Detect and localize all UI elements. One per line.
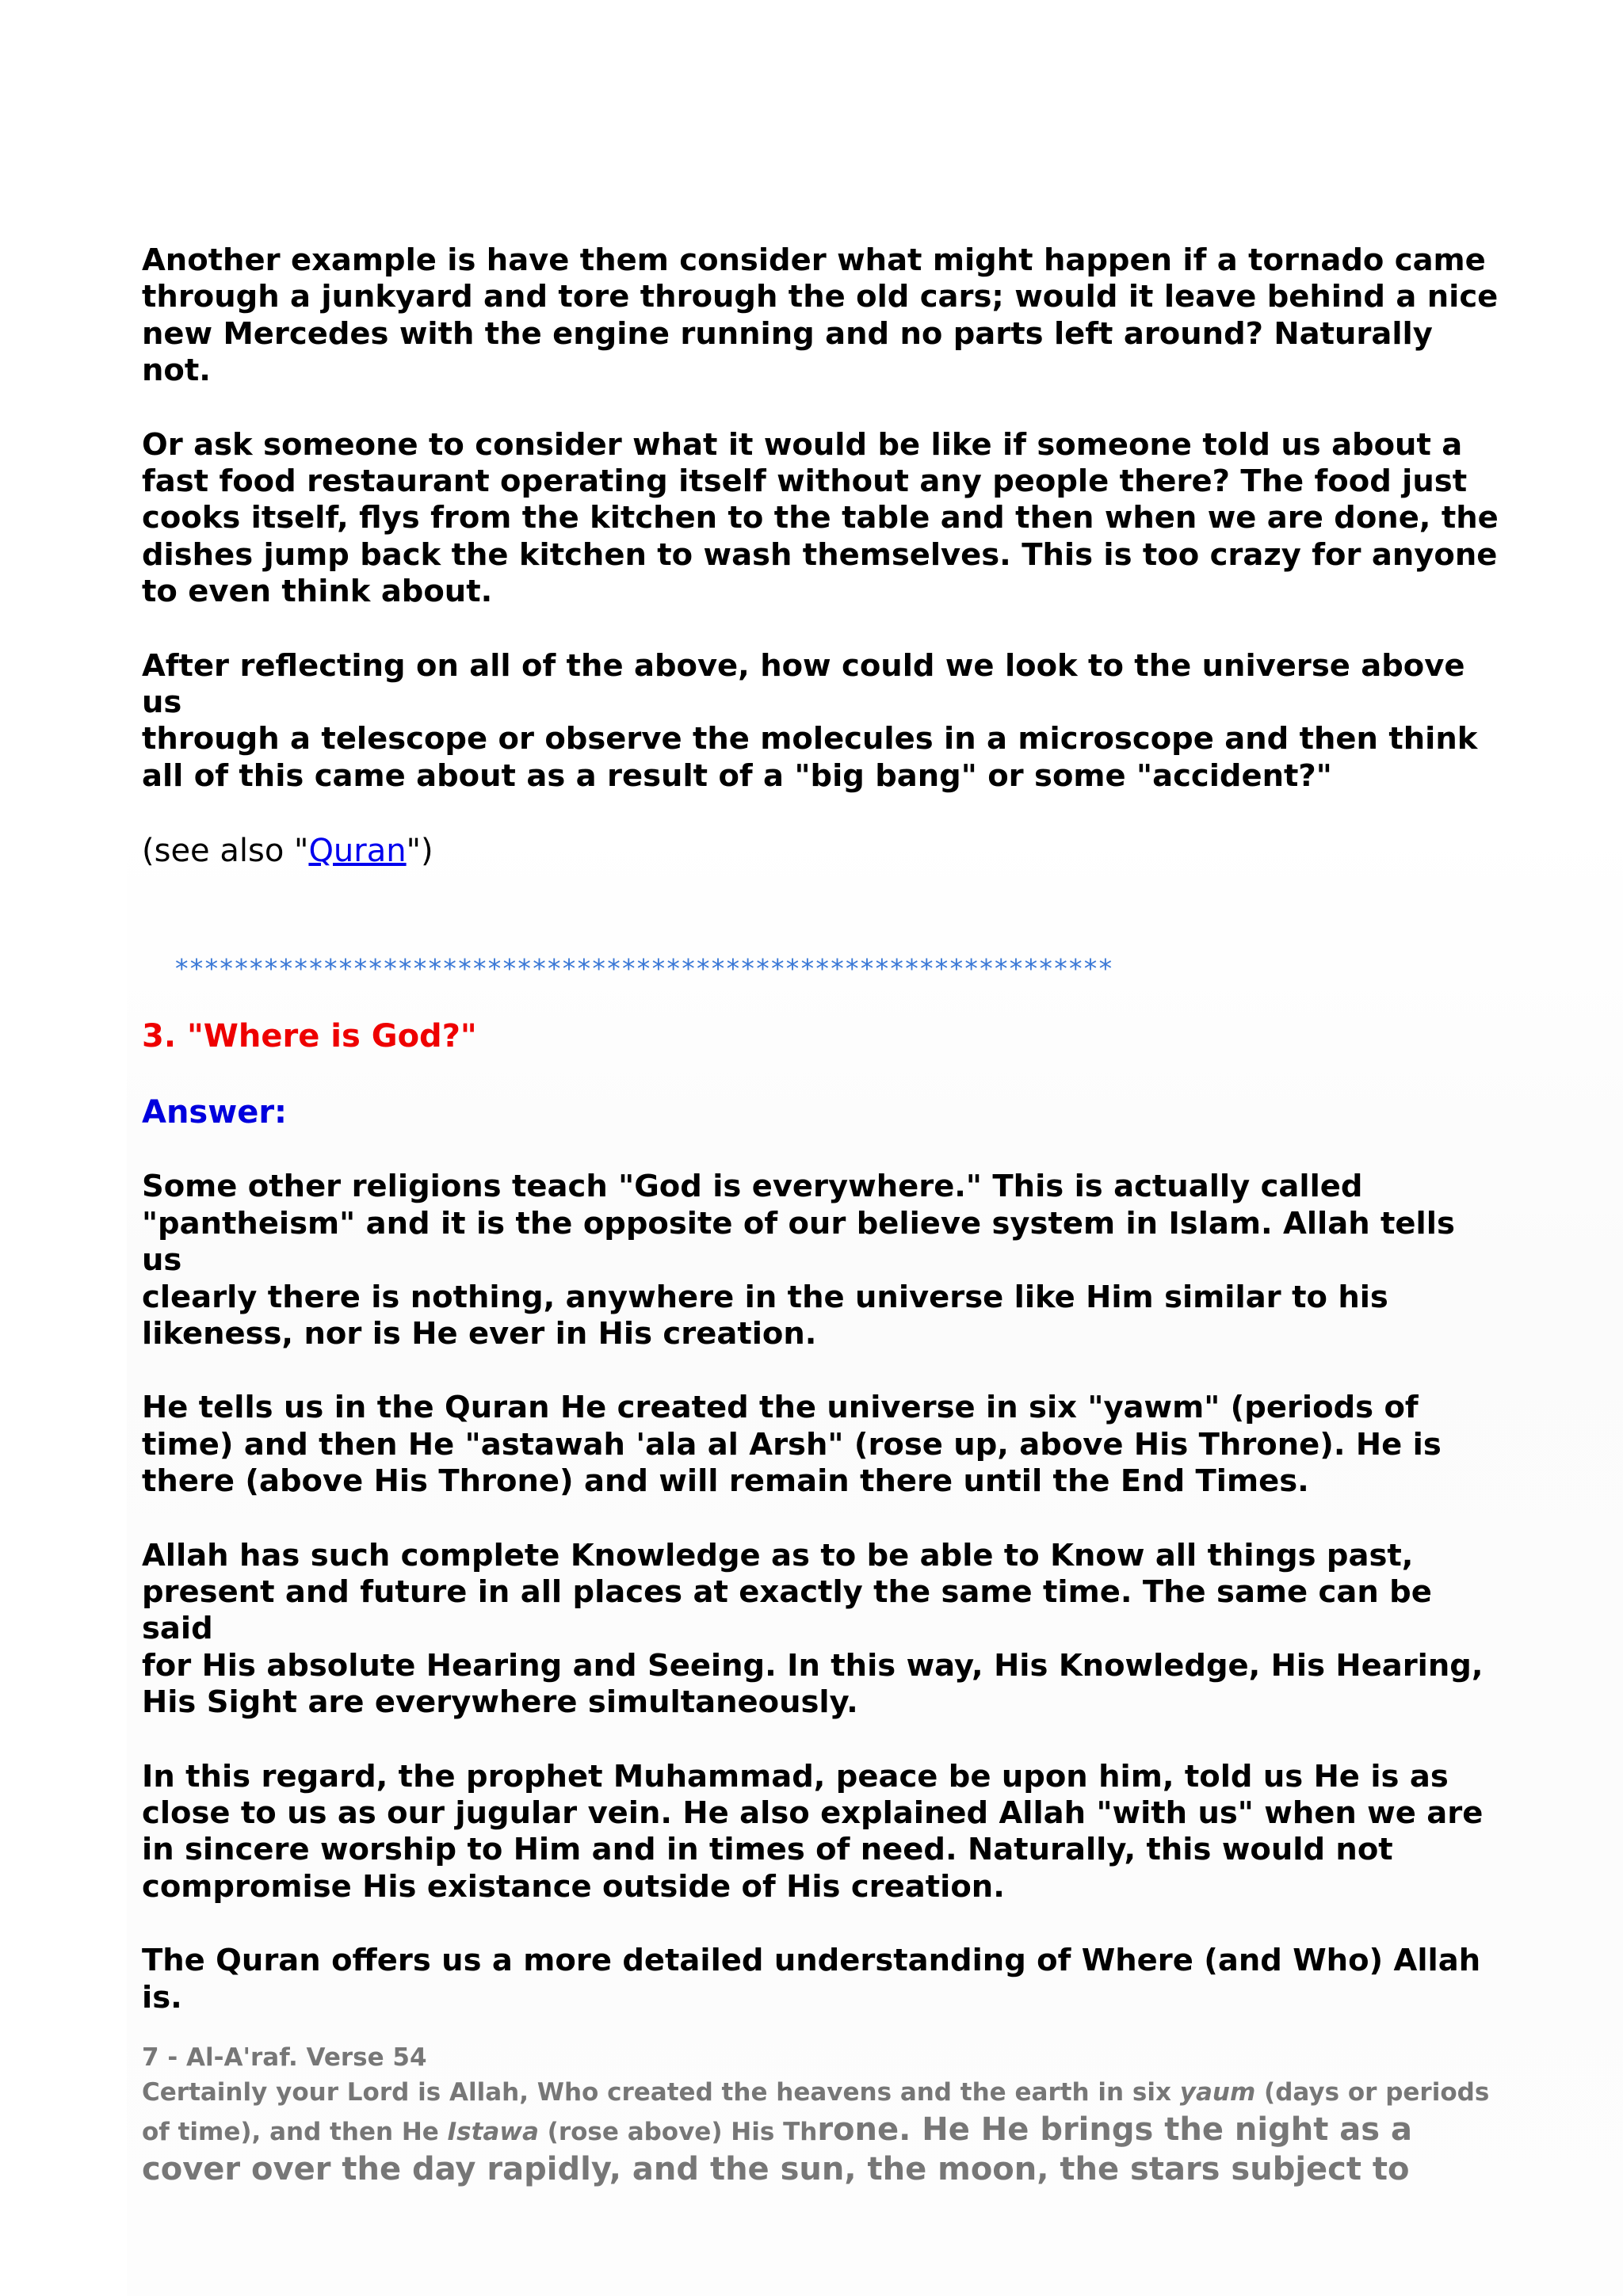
paragraph-knowledge: Allah has such complete Knowledge as to be able to Know all things past, present and future in all places at exactly the same time. The same can be said for His absolute Hearing and Seeing. In this way, His Knowledge, His Hearing, His Sight are everywhere simultaneously. xyxy=(142,1537,1484,1721)
document-content xyxy=(142,242,1505,2191)
verse-line3-big: cover over the day rapidly, and the sun, the moon, the stars subject to xyxy=(142,2151,1410,2187)
verse-text xyxy=(142,2074,1505,2191)
verse-yaum: yaum xyxy=(1179,2078,1256,2107)
see-also-suffix: ") xyxy=(406,833,433,870)
section-title: 3. "Where is God?" xyxy=(142,1018,477,1055)
verse-line2-a: of time), and then He xyxy=(142,2118,448,2146)
asterisk-divider: *************************************************************** xyxy=(175,953,1114,985)
quran-link[interactable]: Quran xyxy=(308,833,407,870)
verse-reference: 7 - Al-A'raf. Verse 54 xyxy=(142,2043,427,2072)
verse-block xyxy=(142,2041,1505,2191)
paragraph-big-bang: After reflecting on all of the above, how could we look to the universe above us through a telescope or observe the molecules in a microscope and then think all of this came about as a result of a "big bang" or some "accident?" xyxy=(142,647,1478,794)
verse-line1-b: (days or periods xyxy=(1255,2078,1490,2107)
verse-line2-b: (rose above) His Th xyxy=(538,2118,818,2146)
see-also-prefix: (see also " xyxy=(142,833,309,870)
answer-label: Answer: xyxy=(142,1094,288,1131)
paragraph-pantheism: Some other religions teach "God is everywhere." This is actually called "pantheism" and it is the opposite of our believe system in Islam. Allah tells us clearly there is nothing, anywhere in the universe like Him similar to his likeness, nor is He ever in His creation. xyxy=(142,1169,1455,1352)
paragraph-jugular-vein: In this regard, the prophet Muhammad, peace be upon him, told us He is as close to us as our jugular vein. He also explained Allah "with us" when we are in sincere worship to Him and in times of need. Naturally, this would not compromise His existance outside of His creation. xyxy=(142,1758,1484,1905)
see-also-line xyxy=(142,832,1505,870)
verse-istawa: Istawa xyxy=(447,2118,539,2146)
verse-line1-a: Certainly your Lord is Allah, Who created the heavens and the earth in six xyxy=(142,2078,1180,2107)
verse-line2-big: rone. He He brings the night as a xyxy=(817,2111,1412,2148)
paragraph-quran-offers: The Quran offers us a more detailed understanding of Where (and Who) Allah is. xyxy=(142,1943,1481,2016)
paragraph-restaurant: Or ask someone to consider what it would be like if someone told us about a fast food restaurant operating itself without any people there? The food just cooks itself, flys from the kitchen to the table and then when we are done, the dishes jump back the kitchen to wash themselves. This is too crazy for anyone to even think about. xyxy=(142,426,1499,610)
paragraph-tornado: Another example is have them consider what might happen if a tornado came through a junkyard and tore through the old cars; would it leave behind a nice new Mercedes with the engine running and no parts left around? Naturally not. xyxy=(142,242,1499,389)
paragraph-six-yawm: He tells us in the Quran He created the universe in six "yawm" (periods of time) and then He "astawah 'ala al Arsh" (rose up, above His Throne). He is there (above His Throne) and will remain there until the End Times. xyxy=(142,1390,1442,1500)
